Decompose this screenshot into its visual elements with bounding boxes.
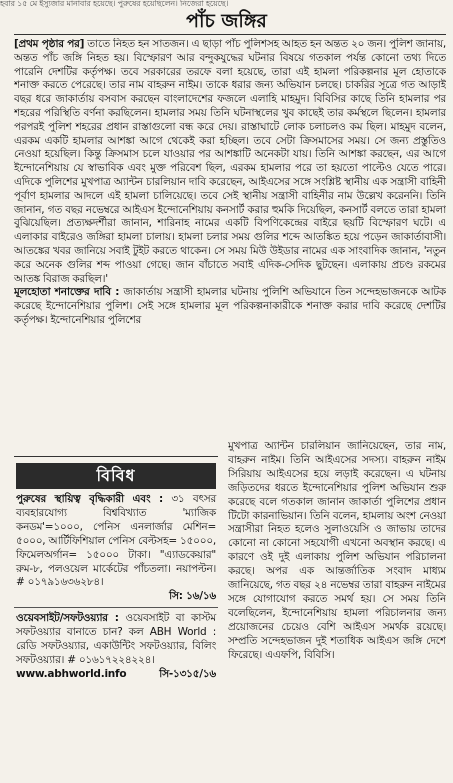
article-subsection-paragraph — [14, 286, 446, 327]
article-right-column-text: মুখপাত্র অ্যান্টন চারলিয়ান জানিয়েছেন, তার নাম, বাহরুন নাইম। তিনি আইএসের সদস্য। বাহরুন নাইম সিরিয়ায় আইএসের হয়ে লড়াই করেছেন। এ ঘটনায় জড়িতদের ধরতে ইন্দোনেশিয়ার পুলিশ অভিযান শুরু করেছে বলে গতকাল জানান জাকার্তা পুলিশের প্রধান টিটো কারনাভিয়ান। তিনি বলেন, হামলায় অংশ নেওয়া সন্ত্রাসীরা নিহত হলেও সুলাওয়েসি ও জাভায় তাদের কোনো না কোনো সহযোগী এখনো অবস্থান করছে। এ কারণে ওই দুই এলাকায় পুলিশ অভিযান পরিচালনা করছে। অপর এক আন্তর্জাতিক সংবাদ মাধ্যম জানিয়েছে, গত বছর ২৪ নভেম্বর তারা বাহরুন নাইমের সঙ্গে যোগাযোগ করতে সমর্থ হয়। সে সময় তিনি বলেছিলেন, ইন্দোনেশিয়ায় হামলা পরিচালনার জন্য প্রয়োজনের চেয়েও বেশি আইএস সমর্থক রয়েছে। সম্প্রতি সন্দেহভাজন দুই শতাধিক আইএস জঙ্গি দেশে ফিরেছে। এএফপি, বিবিসি। — [228, 440, 446, 661]
continuation-marker: [প্রথম পৃষ্ঠার পর] — [14, 38, 85, 50]
classified-section — [14, 456, 218, 777]
ad-website-link[interactable]: www.abhworld.info — [16, 667, 127, 680]
ad-text: ওয়েবসাইট বা কাস্টম সফটওয়্যার বানাতে চান? কল ABH World : রেডি সফটওয়্যার, একাউন্টিং সফটওয়্যার, বিলিং সফটওয়্যার। # ০১৬১৭২২৪২২৪। — [16, 612, 216, 666]
subheading-inline: মূলহোতা শনাক্তের দাবি : — [14, 286, 120, 299]
classified-ad — [14, 493, 218, 604]
page-headline: পাঁচ জঙ্গির — [186, 10, 267, 32]
ad-footer — [16, 668, 216, 682]
article-subsection-text: জাকার্তায় সন্ত্রাসী হামলার ঘটনায় পুলিশি অভিযানে তিন সন্দেহভাজনকে আটক করেছে ইন্দোনেশিয়ার পুলিশ। সেই সঙ্গে হামলার মূল পরিকল্পনাকারীকে শনাক্ত করার দাবি করেছে দেশটির কর্তৃপক্ষ। ইন্দোনেশিয়ার পুলিশের — [14, 286, 446, 326]
classified-ad — [14, 612, 218, 682]
ad-title: ওয়েবসাইট/সফটওয়্যার : — [16, 612, 119, 625]
article-lead-text: তাতে নিহত হন সাতজন। এ ছাড়া পাঁচ পুলিশসহ আহত হন অন্তত ২০ জন। পুলিশ জানায়, অন্তত পাঁচ জঙ্গি নিহত হয়। বিস্ফোরণ আর বন্দুকযুদ্ধের ঘটনার বিষয়ে গতকাল পর্যন্ত কোনো তথ্য দিতে পারেনি দেশটির কর্তৃপক্ষ। তবে সরকারের তরফে বলা হয়েছে, তারা এই হামলা পরিকল্পনার মূল হোতাকে শনাক্ত করতে পেরেছে। তার নাম বাহরুন নাইম। তাকে ধরার জন্য অভিযান চলছে। চাকরির সূত্রে গত আড়াই বছর ধরে জাকার্তায় বসবাস করছেন বাংলাদেশের ফজলে এলাহি মাহমুদ। বিবিসির কাছে তিনি হামলার পর শহরের পরিস্থিতি বর্ণনা করছিলেন। হামলার সময় তিনি ঘটনাস্থলের খুব কাছেই তার কর্মস্থলে ছিলেন। হামলার পরপরই পুলিশ শহরের প্রধান রাস্তাগুলো বন্ধ করে দেয়। রাস্তাঘাটে লোক চলাচলও কম ছিল। মাহমুদ বলেন, এরকম একটি হামলার আশঙ্কা আগে থেকেই করা হচ্ছিল। তবে সেটা ক্রিসমাসের সময়। সে জন্য প্রস্তুতিও নেওয়া হয়েছিল। কিন্তু ক্রিসমাস চলে যাওয়ার পর আশঙ্কাটি অনেকটা যায়। তিনি আশঙ্কা করছেন, এর আগে ইন্দোনেশিয়ায় যে স্বাভাবিক এবং মুক্ত পরিবেশ ছিল, এরকম হামলার পরে তা হয়তো পাল্টেও যেতে পারে। এদিকে পুলিশের মুখপাত্র অ্যান্টন চারলিয়ান দাবি করেছেন, আইএসের সঙ্গে সংশ্লিষ্ট স্থানীয় এক সন্ত্রাসী বাহিনী পূর্বাণ হামলার আদলে এই হামলা চালিয়েছে। তবে সেই স্থানীয় সন্ত্রাসী বাহিনীর নাম উল্লেখ করেননি। তিনি জানান, গত বছর নভেম্বরে আইএস ইন্দোনেশিয়ায় কনসার্ট করার হুমকি দিয়েছিল, কনসার্ট বলতে তারা হামলা বুঝিয়েছিল। প্রত্যক্ষদর্শীরা জানান, শারিনাহ নামের একটি বিপণিকেন্দ্রের বাইরে ছয়টি বিস্ফোরণ ঘটে। এ এলাকার বাইরেও জঙ্গিরা হামলা চালায়। হামলা চলার সময় গুলির শব্দে আতঙ্কিত হয়ে পড়েন জাকার্তাবাসী। আতঙ্কের খবর জানিয়ে সবাই টুইট করতে থাকেন। সে সময় মিউ উইডার নামের এক সাংবাদিক জানান, 'নতুন করে অনেক গুলির শব্দ পাওয়া গেছে। জান বাঁচাতে সবাই এদিক-সেদিক ছুটছেন। এলাকায় প্রচণ্ড রকমের আতঙ্ক বিরাজ করছিল।' — [14, 38, 446, 285]
ad-reference: সি: ১৬/১৬ — [169, 590, 216, 603]
ad-reference: সি-১৩১৫/১৬ — [159, 667, 216, 680]
ad-title: পুরুষের স্থায়িত্ব বৃদ্ধিকারী এবং : — [16, 493, 164, 505]
ad-text: ৩১ বৎসর ব্যবহারযোগ্য বিশ্ববিখ্যাত 'ম্যাজিক কনডম'=১০০০, পেনিস এনলার্জার মেশিন= ৫০০০, আর্টিফিশিয়াল পেনিস বেল্টসহ= ১৫০০০, ফিমেলঅর্গান= ১৫০০০ টাকা। "এ্যাডকেয়ার" রুম-৮, পলওয়েল মার্কেটের পাঁচতলা। নয়াপল্টন। # ০১৭৯১৬৩৬২৮৪। — [16, 493, 216, 589]
headline-rule — [14, 34, 446, 35]
article-body-top — [14, 38, 446, 440]
classified-header: বিবিধ — [16, 463, 216, 489]
ad-divider — [14, 607, 218, 608]
previous-article-strip: হবার ১৫ মে ইস্যুজার মানাবার হয়েছে। পুরুষের হয়েছিলেন। নিজেরা হয়েছে। — [0, 0, 229, 8]
article-lead-paragraph — [14, 38, 446, 286]
article-body-right-column — [228, 440, 446, 770]
